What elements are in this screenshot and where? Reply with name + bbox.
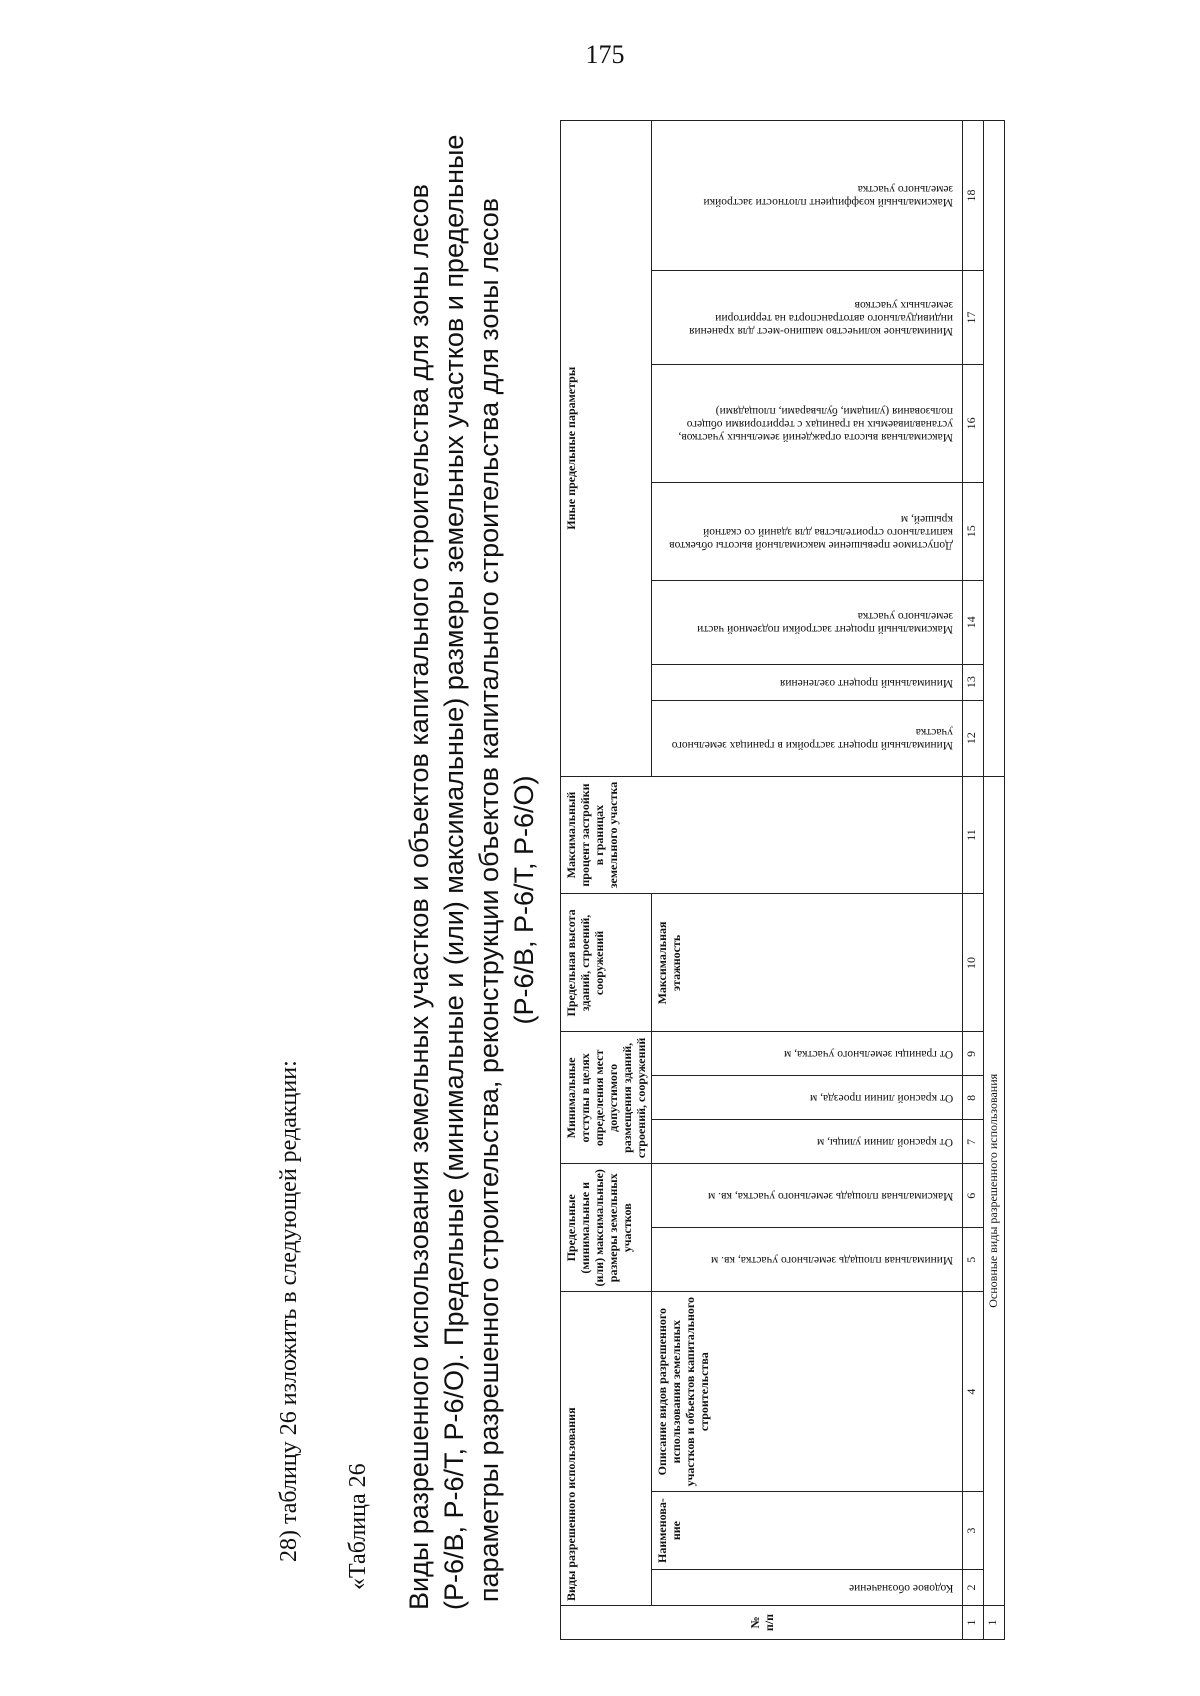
header-description: Описание видов разрешенного использования земельных участков и объектов капитального строительства — [652, 1292, 963, 1492]
column-number: 6 — [963, 1164, 984, 1228]
intro-text: 28) таблицу 26 изложить в следующей редакции: — [276, 1060, 302, 1562]
header-code: Кодовое обозначение — [652, 1570, 963, 1606]
header-from-passage: От красной линии проезда, м — [652, 1076, 963, 1120]
header-height-group: Предельная высота зданий, строений, сооружений — [561, 894, 652, 1032]
header-num: № п/п — [561, 1606, 963, 1640]
header-min-green: Минимальный процент озеленения — [652, 664, 963, 700]
column-number: 10 — [963, 894, 984, 1032]
header-setbacks-group: Минимальные отступы в целях определения мест допустимого размещения зданий, строений, сооружений — [561, 1032, 652, 1164]
section-heading-empty — [984, 121, 1005, 777]
header-other-group: Иные предельные параметры — [561, 121, 652, 777]
table-title — [402, 134, 542, 1610]
column-number: 16 — [963, 364, 984, 482]
page-number: 175 — [585, 40, 625, 69]
column-number: 7 — [963, 1120, 984, 1164]
table-row — [984, 121, 1005, 1640]
header-name: Наименова-ние — [652, 1492, 963, 1570]
header-from-street: От красной линии улицы, м — [652, 1120, 963, 1164]
column-number: 11 — [963, 776, 984, 894]
rotated-page-content — [80, 90, 1120, 1670]
column-number: 3 — [963, 1492, 984, 1570]
header-max-floors: Максимальная этажность — [652, 894, 963, 1032]
table-reference: «Таблица 26 — [345, 1463, 371, 1590]
column-number: 4 — [963, 1292, 984, 1492]
section-heading: Основные виды разрешенного использования — [984, 776, 1005, 1606]
row-number: 1 — [984, 1606, 1005, 1640]
header-min-percent: Минимальный процент застройки в границах земельного участка — [652, 700, 963, 776]
column-number: 17 — [963, 270, 984, 364]
header-max-underground: Максимальный процент застройки подземной части земельного участка — [652, 580, 963, 664]
column-number: 9 — [963, 1032, 984, 1076]
header-max-density: Максимальный коэффициент плотности застройки земельного участка — [652, 121, 963, 271]
zoning-table — [560, 120, 1005, 1640]
header-max-percent: Максимальный процент застройки в границах земельного участка — [561, 776, 963, 894]
header-sizes-group: Предельные (минимальные и (или) максимальные) размеры земельных участков — [561, 1164, 652, 1292]
title-line: (Р-6/В, Р-6/Т, Р-6/О) — [509, 775, 539, 1025]
column-number: 12 — [963, 700, 984, 776]
column-number: 15 — [963, 482, 984, 580]
title-line: параметры разрешенного строительства, реконструкции объектов капитального строительства для зоны лесов — [474, 197, 504, 1603]
column-number: 13 — [963, 664, 984, 700]
title-line: (Р-6/В, Р-6/Т, Р-6/О). Предельные (минимальные и (или) максимальные) размеры земельных участков и предельные — [439, 134, 469, 1610]
column-number: 2 — [963, 1570, 984, 1606]
column-number: 5 — [963, 1228, 984, 1292]
column-number: 18 — [963, 121, 984, 271]
header-max-area: Максимальная площадь земельного участка, кв. м — [652, 1164, 963, 1228]
column-number: 1 — [963, 1606, 984, 1640]
header-row — [561, 121, 652, 1640]
column-number-row — [963, 121, 984, 1640]
column-number: 14 — [963, 580, 984, 664]
header-height-excess: Допустимое превышение максимальной высоты объектов капитального строительства для зданий со скатной крышей, м — [652, 482, 963, 580]
title-line: Виды разрешенного использования земельных участков и объектов капитального строительства для зоны лесов — [404, 184, 434, 1610]
header-min-parking: Минимальное количество машино-мест для хранения индивидуального автотранспорта на территории земельных участков — [652, 270, 963, 364]
header-vri-group: Виды разрешенного использования — [561, 1292, 652, 1606]
header-from-border: От границы земельного участка, м — [652, 1032, 963, 1076]
header-fence-height: Максимальная высота ограждений земельных участков, устанавливаемых на границах с территориями общего пользования (улицами, бульварами, площадями) — [652, 364, 963, 482]
header-min-area: Минимальная площадь земельного участка, кв. м — [652, 1228, 963, 1292]
column-number: 8 — [963, 1076, 984, 1120]
